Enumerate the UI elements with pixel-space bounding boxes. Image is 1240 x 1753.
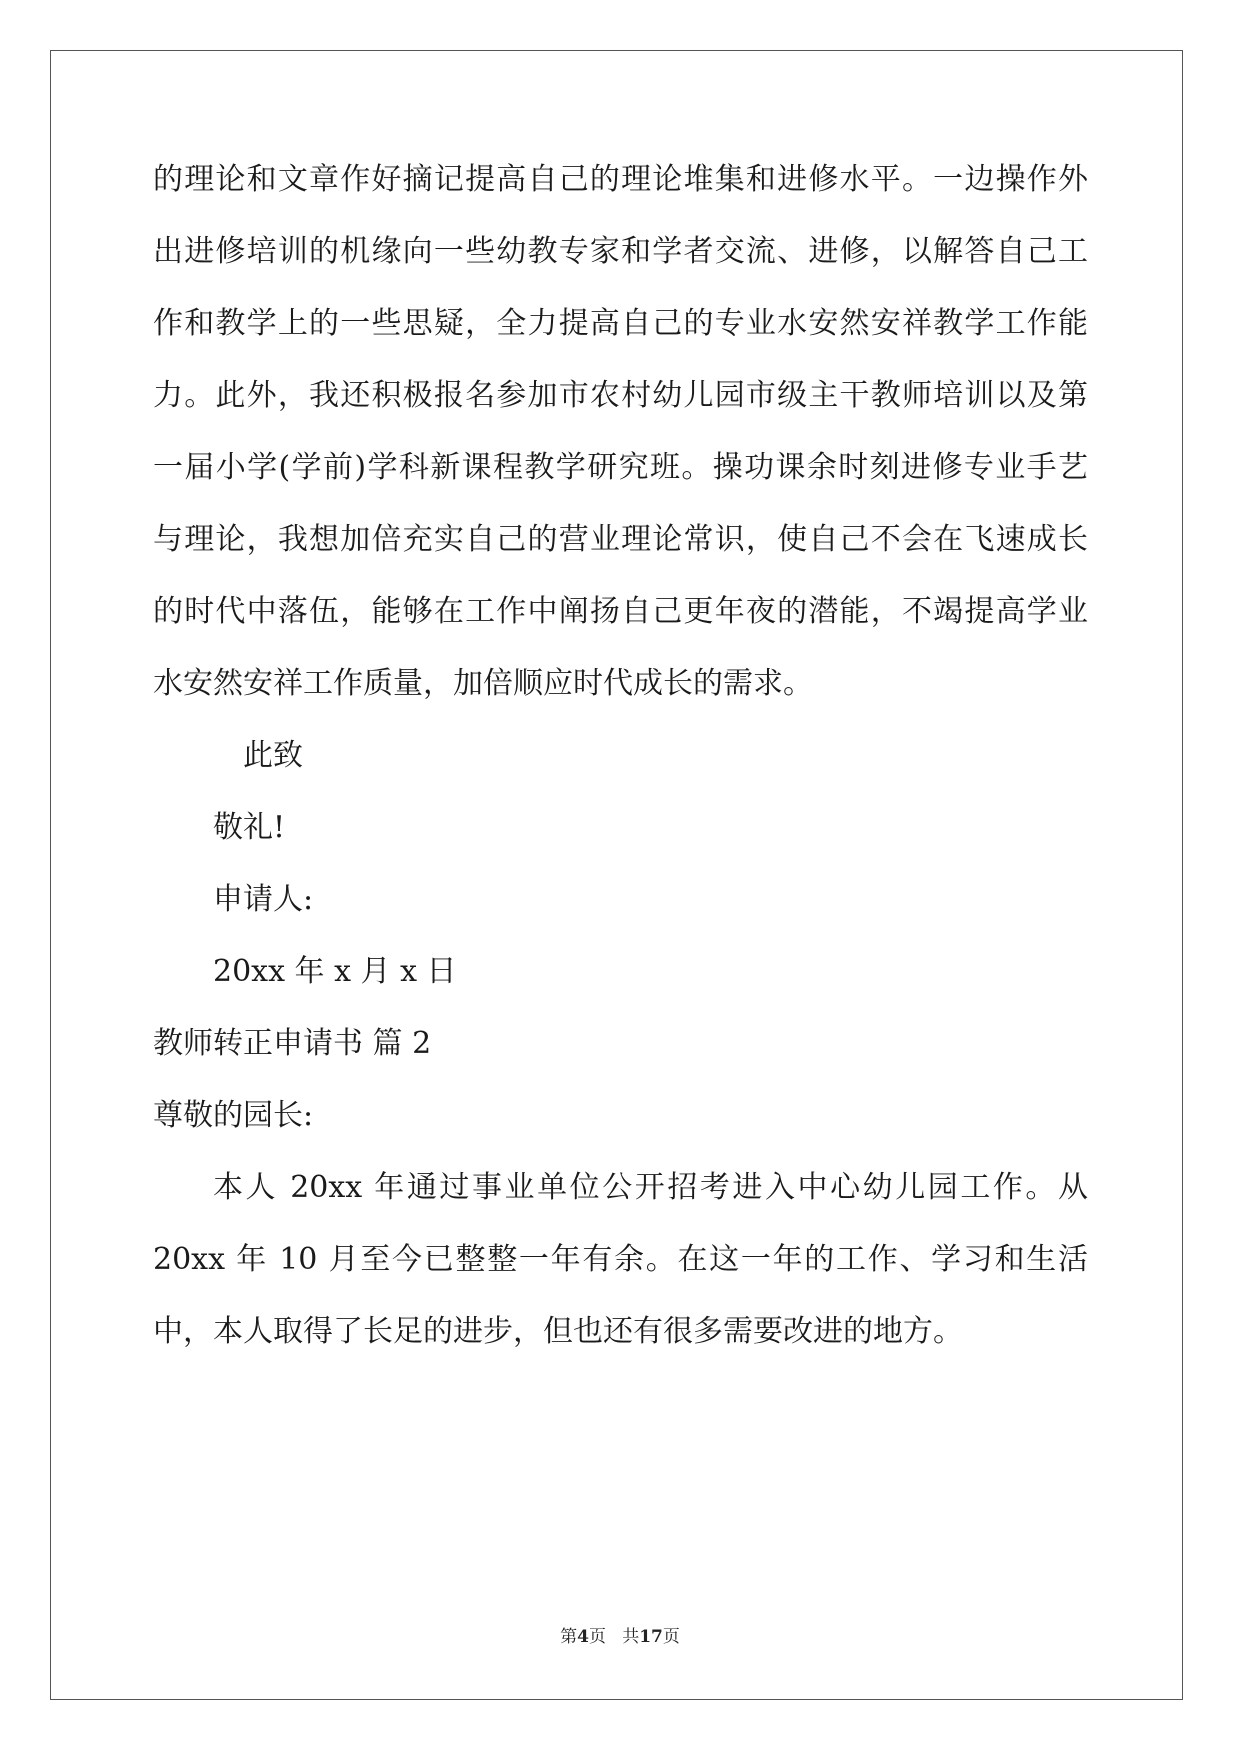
footer-total-pages: 17: [639, 1627, 663, 1647]
greeting: 尊敬的园长:: [153, 1098, 314, 1133]
paragraph-line: 力。此外，我还积极报名参加市农村幼儿园市级主干教师培训以及第: [153, 378, 1088, 413]
paragraph-line: 作和教学上的一些思疑，全力提高自己的专业水安然安祥教学工作能: [153, 306, 1088, 341]
paragraph-line: 的时代中落伍，能够在工作中阐扬自己更年夜的潜能，不竭提高学业: [153, 594, 1088, 629]
closing-respect: 敬礼!: [213, 810, 286, 845]
paragraph-line: 出进修培训的机缘向一些幼教专家和学者交流、进修，以解答自己工: [153, 234, 1088, 269]
paragraph-line: 与理论，我想加倍充实自己的营业理论常识，使自己不会在飞速成长: [153, 522, 1088, 557]
section-title: 教师转正申请书 篇 2: [153, 1026, 432, 1061]
closing-salutation: 此致: [243, 738, 303, 773]
paragraph-line: 中，本人取得了长足的进步，但也还有很多需要改进的地方。: [153, 1314, 963, 1349]
applicant-label: 申请人:: [213, 882, 314, 917]
page-border: [50, 50, 1183, 1700]
paragraph-line: 20xx 年 10 月至今已整整一年有余。在这一年的工作、学习和生活: [153, 1242, 1088, 1277]
paragraph-line: 的理论和文章作好摘记提高自己的理论堆集和进修水平。一边操作外: [153, 162, 1088, 197]
footer-page-unit: 页: [588, 1627, 606, 1647]
page-footer: [0, 1622, 1240, 1647]
paragraph-line: 本人 20xx 年通过事业单位公开招考进入中心幼儿园工作。从: [213, 1170, 1088, 1205]
footer-total-unit: 页: [662, 1627, 680, 1647]
paragraph-line: 一届小学(学前)学科新课程教学研究班。操功课余时刻进修专业手艺: [153, 450, 1088, 485]
paragraph-line: 水安然安祥工作质量，加倍顺应时代成长的需求。: [153, 666, 813, 701]
footer-total-prefix: 共: [622, 1627, 640, 1647]
footer-current-page: 4: [577, 1627, 589, 1647]
date-text: 20xx 年 x 月 x 日: [213, 954, 457, 989]
footer-prefix: 第: [560, 1627, 578, 1647]
